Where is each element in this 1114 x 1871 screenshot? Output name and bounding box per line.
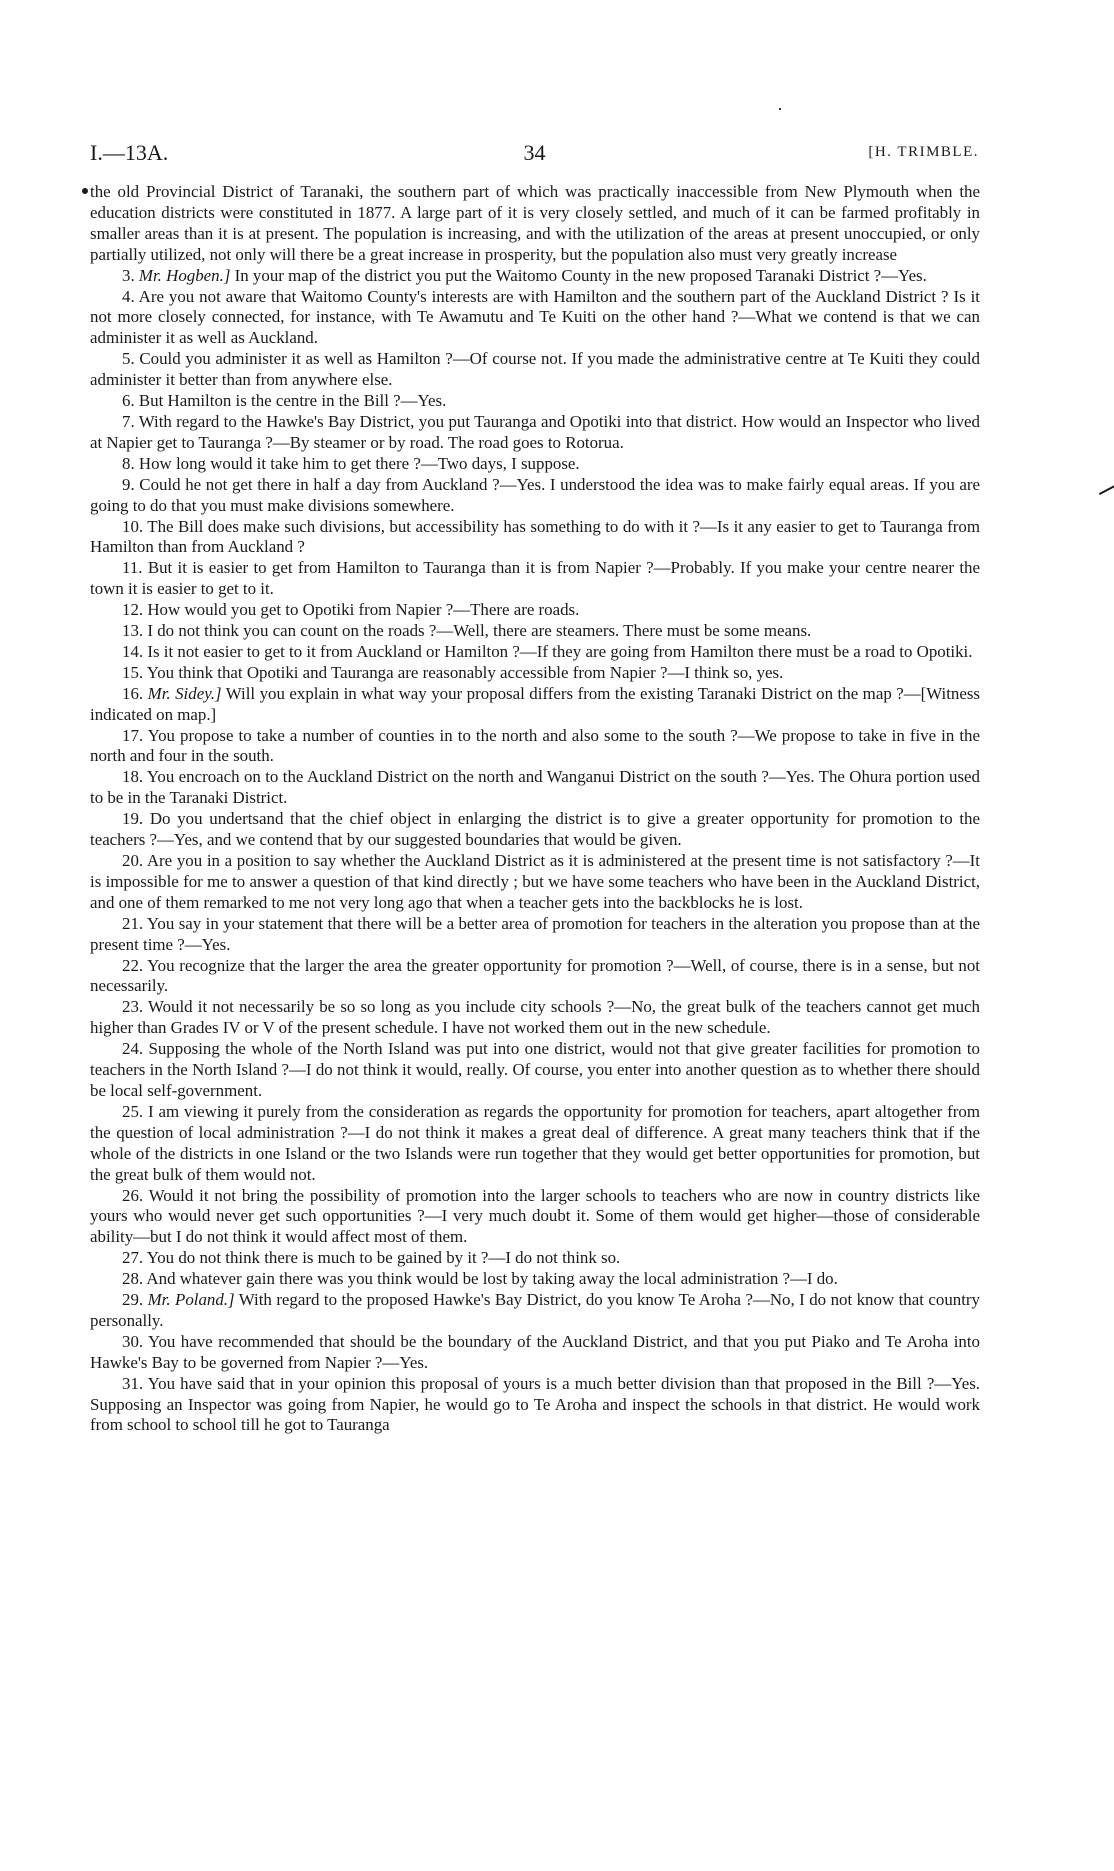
testimony-paragraph (90, 349, 980, 391)
margin-bullet-mark (82, 188, 88, 194)
testimony-paragraph (90, 454, 980, 475)
question-number: 28. (122, 1269, 144, 1289)
paragraph-text: Are you not aware that Waitomo County's interests are with Hamilton and the southern part of the Auckland District ? Is it not more closely connected, for instance, with Te Awamutu and Te Kuiti on the other hand ?—What we contend is that we can administer it as well as Auckland. (90, 286, 980, 348)
paragraph-text: You do not think there is much to be gained by it ?—I do not think so. (146, 1248, 621, 1268)
paragraph-text: With regard to the proposed Hawke's Bay District, do you know Te Aroha ?—No, I do not know that country personally. (90, 1290, 980, 1330)
testimony-paragraph (90, 726, 980, 768)
testimony-paragraph (90, 266, 980, 287)
testimony-paragraph (90, 663, 980, 684)
question-number: 12. (122, 600, 144, 620)
question-number: 17. (122, 725, 144, 745)
testimony-paragraph (90, 684, 980, 726)
question-number: 23. (122, 997, 144, 1017)
paragraph-text: The Bill does make such divisions, but accessibility has something to do with it ?—Is it any easier to get to Tauranga from Hamilton than from Auckland ? (90, 516, 981, 557)
paragraph-text: Would it not bring the possibility of promotion into the larger schools to teachers who are now in country districts like yours who would never get such opportunities ?—I very much doubt it. Some of them would get higher—those of considerable ability—but I do not think it would affect most of them. (90, 1185, 980, 1247)
testimony-paragraph (90, 287, 980, 350)
testimony-paragraph (90, 851, 980, 914)
question-number: 13. (122, 621, 144, 641)
witness-name: [H. TRIMBLE. (868, 144, 979, 160)
paragraph-text: Could you administer it as well as Hamilton ?—Of course not. If you made the administrative centre at Te Kuiti they could administer it better than from anywhere else. (90, 349, 980, 390)
paragraph-text: You propose to take a number of counties in to the north and also some to the south ?—We propose to take in five in the north and four in the south. (90, 725, 980, 766)
question-number: 5. (122, 349, 135, 369)
testimony-paragraph (90, 1248, 980, 1269)
page-header (90, 140, 979, 170)
testimony-paragraph (90, 1039, 980, 1102)
document-reference: I.—13A. (90, 140, 169, 165)
testimony-paragraph (90, 997, 980, 1039)
question-number: 15. (122, 662, 144, 682)
paragraph-text: Supposing the whole of the North Island was put into one district, would not that give greater facilities for promotion to teachers in the North Island ?—I do not think it would, really. Of course, you enter into another question as to whether there should be local self-government. (90, 1039, 980, 1100)
stray-mark (779, 108, 781, 110)
speaker-name: Mr. Sidey.] (147, 683, 222, 703)
paragraph-text: Would it not necessarily be so so long as you include city schools ?—No, the great bulk of the teachers cannot get much higher than Grades IV or V of the present schedule. I have not worked them out in the new schedule. (90, 997, 980, 1038)
question-number: 29. (122, 1290, 144, 1310)
paragraph-text: Are you in a position to say whether the Auckland District as it is administered at the present time is not satisfactory ?—It is impossible for me to answer a question of that kind directly ; but we have some teachers who have been in the Auckland District, and one of them remarked to me not very long ago that when a teacher gets into the backblocks he is lost. (90, 851, 981, 912)
question-number: 6. (122, 391, 135, 411)
testimony-body (90, 182, 980, 1436)
testimony-paragraph (90, 412, 980, 454)
testimony-paragraph (90, 600, 980, 621)
question-number: 14. (122, 641, 144, 661)
testimony-paragraph (90, 1186, 980, 1249)
paragraph-text: You have said that in your opinion this proposal of yours is a much better division than that proposed in the Bill ?—Yes. Supposing an Inspector was going from Napier, he would go to Te Aroha and inspect the schools in that district. He would work from school to school till he got to Tauranga (90, 1373, 980, 1435)
testimony-paragraph (90, 956, 980, 998)
testimony-paragraph (90, 1102, 980, 1186)
paragraph-text: I am viewing it purely from the consideration as regards the opportunity for promotion for teachers, apart altogether from the question of local administration ?—I do not think it makes a great deal of difference. A great many teachers think that if the whole of the districts in one Island or the two Islands were run together that they would get better opportunities for promotion, but the great bulk of them would not. (90, 1101, 980, 1184)
testimony-paragraph (90, 621, 980, 642)
testimony-paragraph (90, 1269, 980, 1290)
question-number: 22. (122, 955, 144, 975)
paragraph-text: You recognize that the larger the area the greater opportunity for promotion ?—Well, of course, there is in a sense, but not necessarily. (90, 955, 980, 996)
question-number: 25. (122, 1101, 144, 1121)
question-number: 16. (122, 683, 144, 703)
question-number: 7. (122, 411, 135, 431)
paragraph-text: You encroach on to the Auckland District on the north and Wanganui District on the south ?—Yes. The Ohura portion used to be in the Taranaki District. (90, 767, 980, 808)
speaker-name: Mr. Poland.] (147, 1290, 235, 1310)
paragraph-text: In your map of the district you put the Waitomo County in the new proposed Taranaki District ?—Yes. (234, 265, 927, 285)
question-number: 26. (122, 1185, 144, 1205)
question-number: 11. (122, 558, 143, 578)
testimony-paragraph (90, 182, 980, 266)
paragraph-text: Do you undertsand that the chief object in enlarging the district is to give a greater opportunity for promotion to the teachers ?—Yes, and we contend that by our suggested boundaries that would be given. (90, 809, 981, 850)
question-number: 9. (122, 474, 135, 494)
paragraph-text: How would you get to Opotiki from Napier ?—There are roads. (147, 600, 580, 620)
paragraph-text: Will you explain in what way your proposal differs from the existing Taranaki District on the map ?—[Witness indicated on map.] (90, 683, 981, 724)
testimony-paragraph (90, 475, 980, 517)
testimony-paragraph (90, 914, 980, 956)
paragraph-text: But Hamilton is the centre in the Bill ?—Yes. (138, 391, 447, 411)
testimony-paragraph (90, 517, 980, 559)
margin-pencil-mark (1099, 483, 1114, 495)
question-number: 18. (122, 767, 144, 787)
question-number: 19. (122, 809, 144, 829)
paragraph-text: How long would it take him to get there ?—Two days, I suppose. (138, 453, 580, 473)
testimony-paragraph (90, 642, 980, 663)
paragraph-text: You have recommended that should be the boundary of the Auckland District, and that you put Piako and Te Aroha into Hawke's Bay to be governed from Napier ?—Yes. (90, 1331, 980, 1372)
question-number: 20. (122, 851, 144, 870)
question-number: 30. (122, 1331, 144, 1351)
page-number: 34 (523, 140, 546, 165)
paragraph-text: And whatever gain there was you think would be lost by taking away the local administration ?—I do. (146, 1269, 838, 1289)
testimony-paragraph (90, 809, 980, 851)
paragraph-text: With regard to the Hawke's Bay District, you put Tauranga and Opotiki into that district. How would an Inspector who lived at Napier get to Tauranga ?—By steamer or by road. The road goes to Rotorua. (90, 411, 980, 452)
paragraph-text: You think that Opotiki and Tauranga are reasonably accessible from Napier ?—I think so, yes. (146, 662, 784, 682)
paragraph-text: But it is easier to get from Hamilton to Tauranga than it is from Napier ?—Probably. If you make your centre nearer the town it is easier to get to it. (90, 558, 980, 599)
testimony-paragraph (90, 1290, 980, 1332)
paragraph-text: Could he not get there in half a day from Auckland ?—Yes. I understood the idea was to make fairly equal areas. If you are going to do that you must make divisions somewhere. (90, 474, 980, 515)
question-number: 27. (122, 1248, 144, 1268)
question-number: 21. (122, 913, 144, 933)
question-number: 3. (122, 265, 135, 285)
question-number: 31. (122, 1373, 144, 1393)
paragraph-text: You say in your statement that there will be a better area of promotion for teachers in the alteration you propose than at the present time ?—Yes. (90, 913, 980, 954)
question-number: 10. (122, 516, 144, 536)
question-number: 4. (122, 286, 135, 306)
testimony-paragraph (90, 391, 980, 412)
paragraph-text: Is it not easier to get to it from Auckland or Hamilton ?—If they are going from Hamilton there must be a road to Opotiki. (147, 641, 973, 661)
question-number: 8. (122, 453, 135, 473)
paragraph-text: I do not think you can count on the roads ?—Well, there are steamers. There must be some means. (147, 621, 812, 641)
testimony-paragraph (90, 1374, 980, 1437)
testimony-paragraph (90, 1332, 980, 1374)
speaker-name: Mr. Hogben.] (138, 265, 231, 285)
testimony-paragraph (90, 767, 980, 809)
paragraph-text: the old Provincial District of Taranaki, the southern part of which was practically inaccessible from New Plymouth when the education districts were constituted in 1877. A large part of it is very closely settled, and much of it can be farmed profitably in smaller areas than it is at present. The population is increasing, and with the utilization of the areas at present unoccupied, or only partially utilized, not only will there be a great increase in prosperity, but the population also must very greatly increase (90, 182, 980, 264)
question-number: 24. (122, 1039, 144, 1059)
testimony-paragraph (90, 558, 980, 600)
